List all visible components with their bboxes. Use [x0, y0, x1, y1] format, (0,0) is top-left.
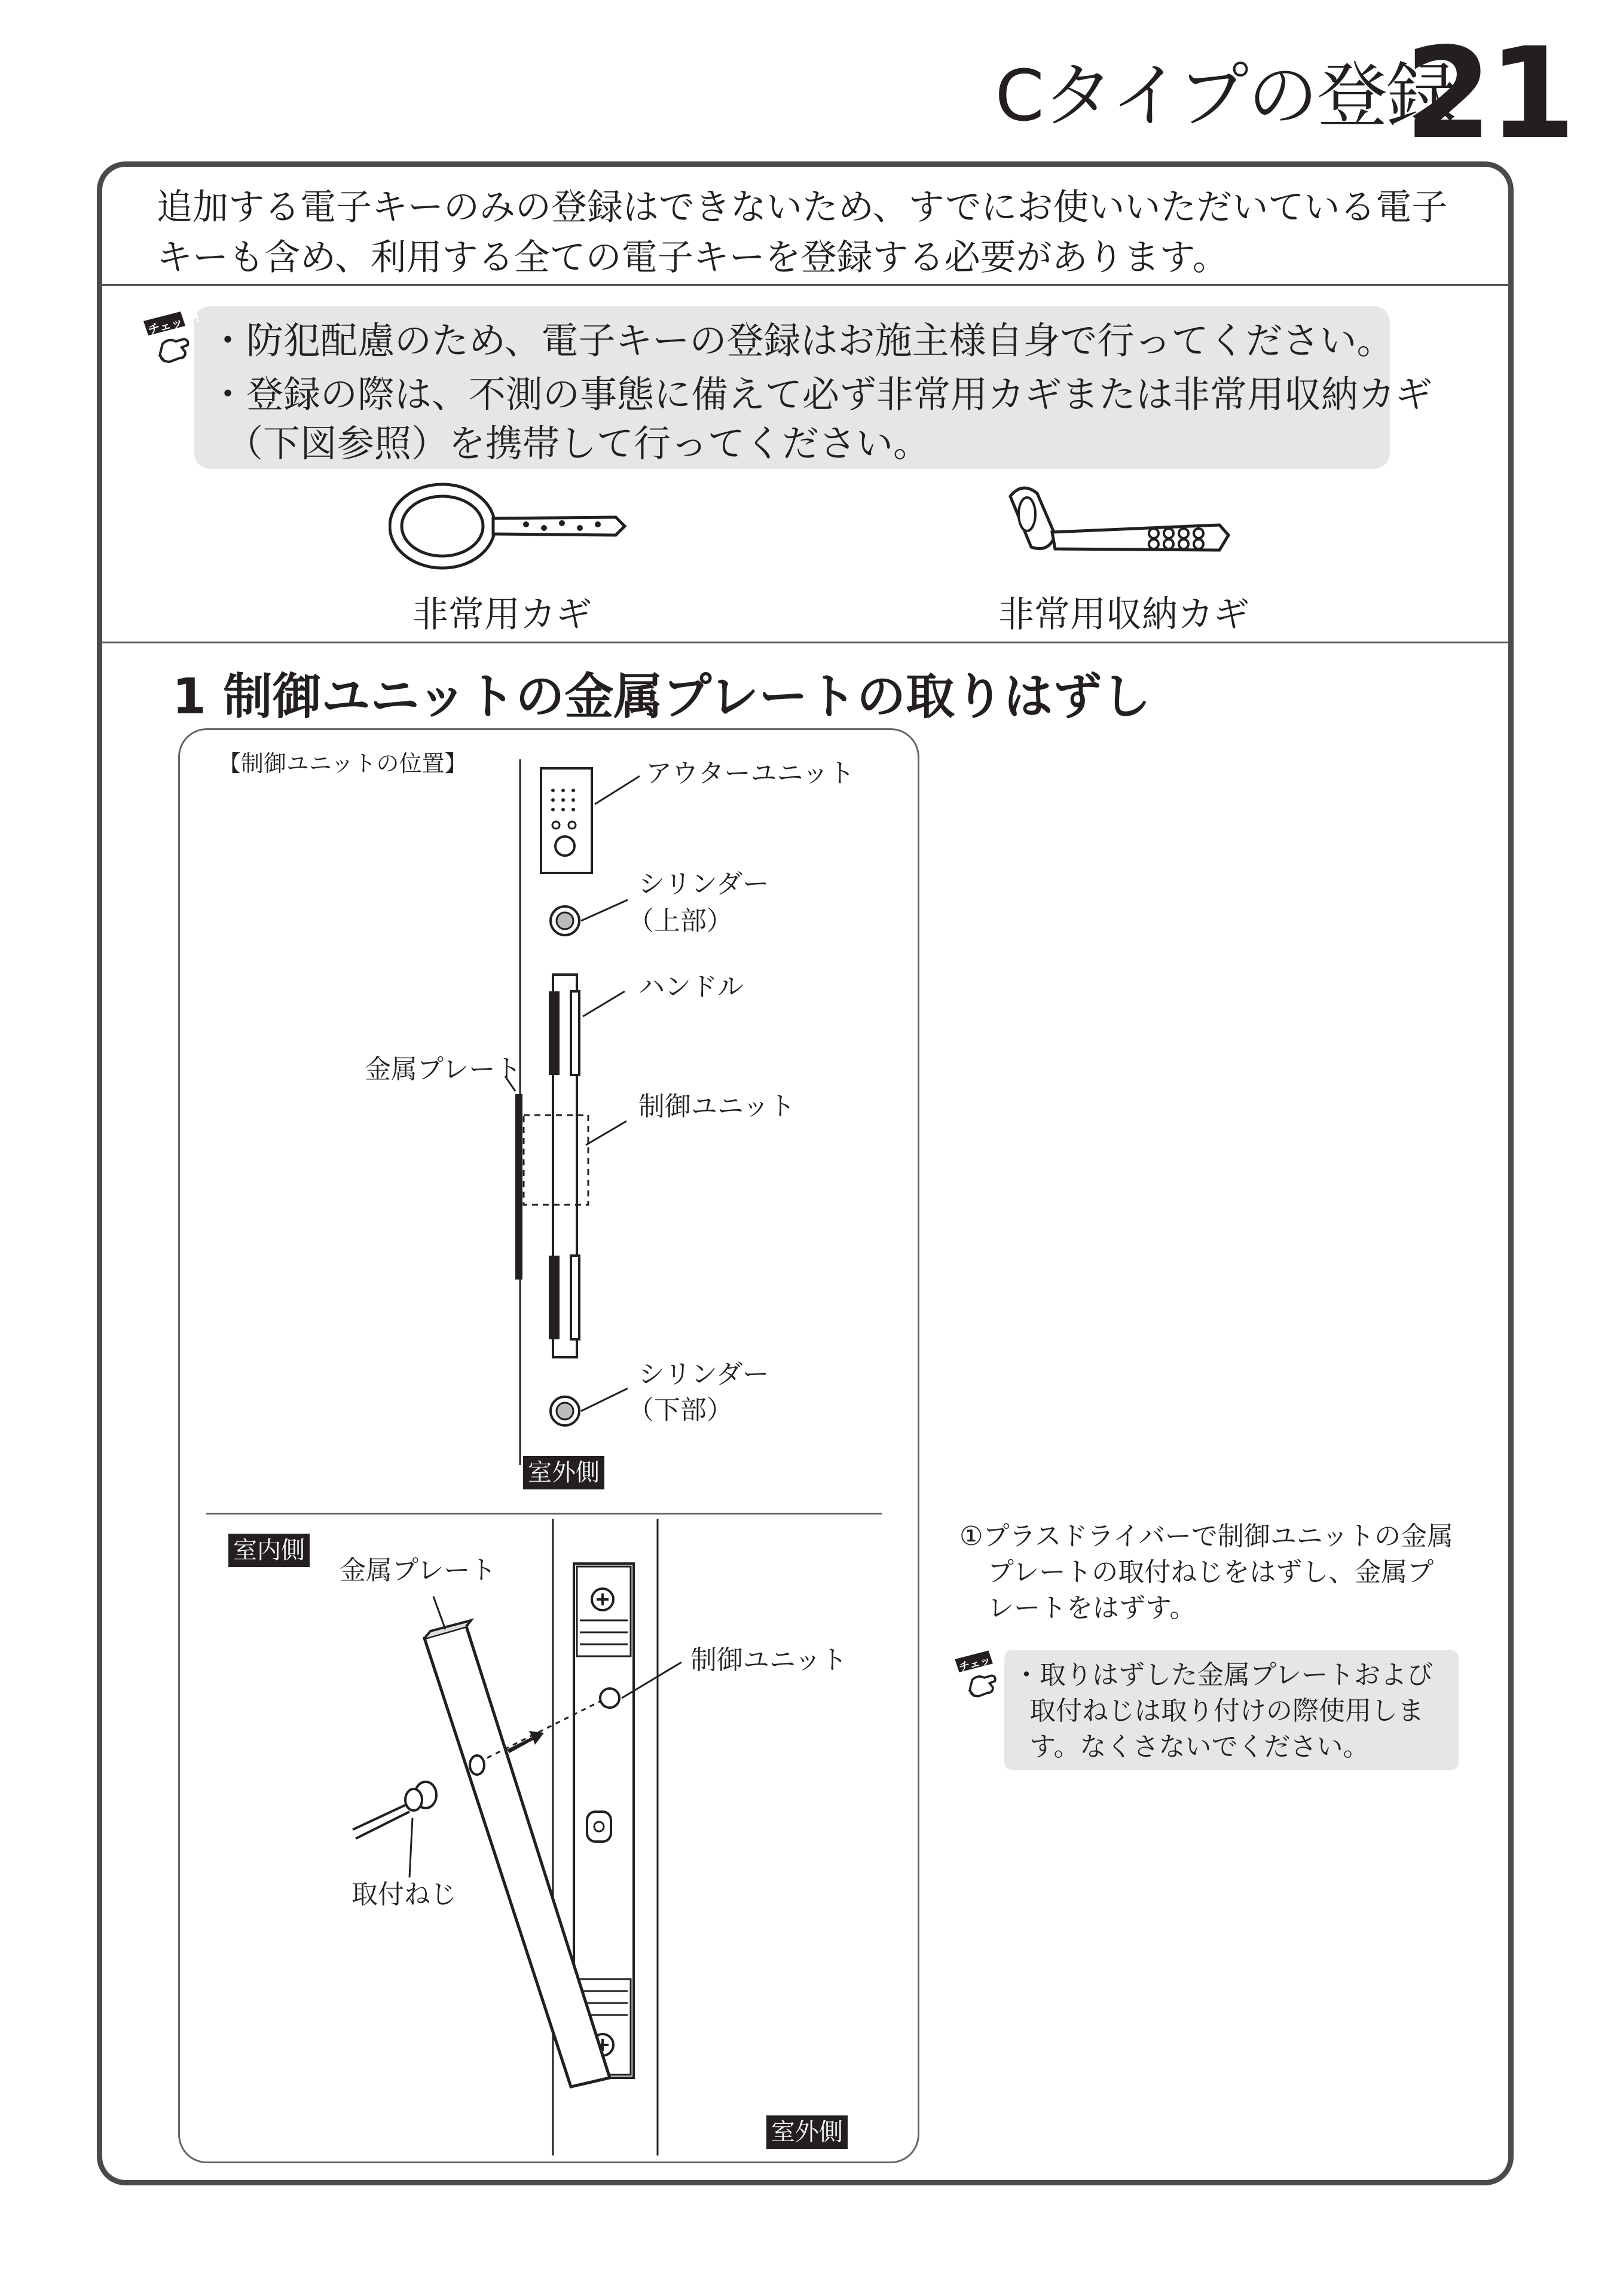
- intro-line-1: 追加する電子キーのみの登録はできないため、すでにお使いいただいている電子: [157, 187, 1448, 228]
- check-hand-icon: [139, 308, 204, 374]
- page-title: Cタイプの登録: [995, 54, 1456, 137]
- divider: [100, 284, 1510, 286]
- intro-line-2: キーも含め、利用する全ての電子キーを登録する必要があります。: [157, 237, 1228, 279]
- door-position-diagram: [359, 753, 658, 1489]
- diagram-divider: [206, 1513, 882, 1515]
- step1-line-2: プレートの取付ねじをはずし、金属プ: [988, 1557, 1434, 1587]
- page-number: 21: [1404, 20, 1572, 167]
- notice2-line-1: ・取りはずした金属プレートおよび: [1013, 1660, 1434, 1690]
- step1-line-3: レートをはずす。: [988, 1593, 1196, 1623]
- handle-label: ハンドル: [638, 972, 744, 1002]
- notice2-line-2: 取付ねじは取り付けの際使用しま: [1029, 1696, 1424, 1726]
- check-badge-text: チェック!: [146, 310, 201, 337]
- step1-line-1: ①プラスドライバーで制御ユニットの金属: [959, 1521, 1454, 1552]
- notice-line-2: ・登録の際は、不測の事態に備えて必ず非常用カギまたは非常用収納カギ: [209, 373, 1433, 416]
- outer-unit-shape: [541, 768, 592, 873]
- emergency-key-icon: [389, 475, 640, 577]
- metal-plate-label: 金属プレート: [365, 1054, 522, 1085]
- emergency-storage-key-caption: 非常用収納カギ: [998, 594, 1249, 636]
- control-unit-label: 制御ユニット: [638, 1091, 796, 1122]
- plate-removal-diagram: [335, 1519, 705, 2164]
- cylinder-upper-label-2: （上部）: [628, 906, 733, 936]
- notice-line-3: （下図参照）を携帯して行ってください。: [226, 422, 931, 465]
- bottom-metal-plate-label: 金属プレート: [340, 1555, 497, 1586]
- cylinder-lower-label-2: （下部）: [628, 1395, 733, 1425]
- section-number: 1: [172, 668, 207, 725]
- outdoor-side-badge: 室外側: [523, 1456, 604, 1489]
- position-heading: 【制御ユニットの位置】: [218, 750, 467, 777]
- notice-line-1: ・防犯配慮のため、電子キーの登録はお施主様自身で行ってください。: [209, 319, 1394, 362]
- cylinder-lower-label-1: シリンダー: [638, 1359, 769, 1390]
- screw-label: 取付ねじ: [352, 1879, 457, 1910]
- check-hand-icon: [950, 1647, 1010, 1707]
- section-title-text: 制御ユニットの金属プレートの取りはずし: [223, 668, 1151, 725]
- check-badge-text: チェック!: [958, 1650, 1008, 1674]
- check-badge: [139, 308, 204, 374]
- check-badge-2: [950, 1647, 1010, 1707]
- section-heading: [172, 658, 1151, 728]
- bottom-control-unit-label: 制御ユニット: [690, 1645, 848, 1675]
- emergency-storage-key-icon: [998, 478, 1237, 574]
- notice2-line-3: す。なくさないでください。: [1029, 1732, 1370, 1762]
- indoor-side-badge: 室内側: [228, 1534, 310, 1567]
- divider: [100, 642, 1510, 643]
- cylinder-upper-label-1: シリンダー: [638, 869, 769, 899]
- bottom-outdoor-side-badge: 室外側: [766, 2115, 848, 2149]
- outer-unit-label: アウターユニット: [646, 758, 855, 789]
- emergency-key-caption: 非常用カギ: [412, 594, 592, 636]
